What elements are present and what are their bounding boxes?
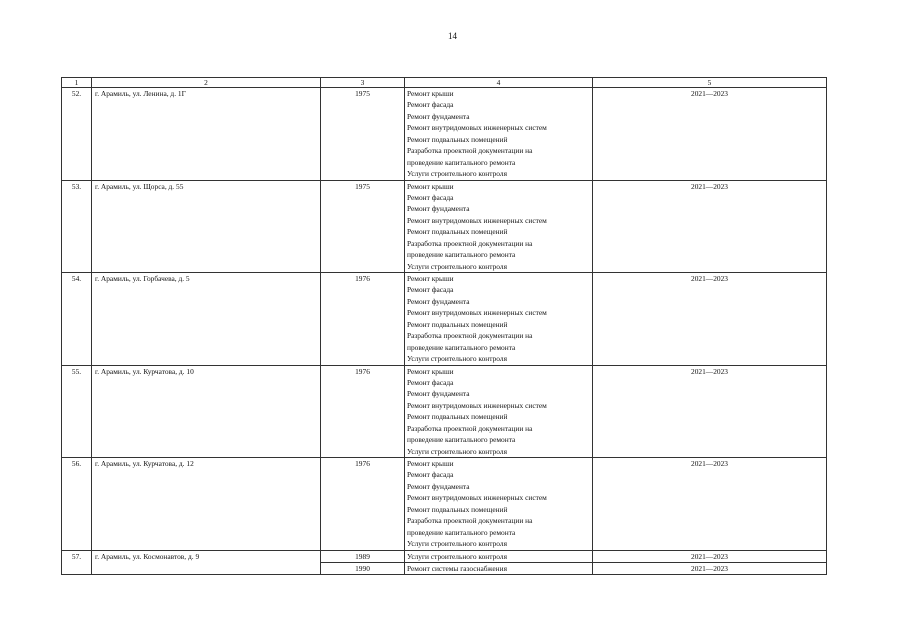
row-year: 1976 (321, 458, 405, 551)
row-address: г. Арамиль, ул. Курчатова, д. 12 (92, 458, 321, 551)
row-period: 2021—2023 (593, 458, 827, 551)
work-item: проведение капитального ремонта (407, 435, 516, 445)
work-item: Разработка проектной документации на (407, 423, 533, 433)
row-address: г. Арамиль, ул. Курчатова, д. 10 (92, 365, 321, 458)
row-works-list (405, 180, 593, 273)
work-item: Ремонт крыши (407, 89, 454, 98)
work-item: Ремонт крыши (407, 459, 454, 468)
work-item: Ремонт фундамента (407, 204, 470, 214)
row-number: 55. (62, 365, 92, 458)
work-item: Ремонт крыши (407, 366, 454, 376)
work-item: Услуги строительного контроля (407, 261, 507, 271)
table-row (62, 273, 827, 366)
row-year: 1976 (321, 365, 405, 458)
header-cell-1: 1 (62, 78, 92, 88)
row-period: 2021—2023 (593, 88, 827, 181)
row-number: 57. (62, 550, 92, 575)
work-item: Разработка проектной документации на (407, 331, 533, 341)
work-item: Ремонт фундамента (407, 481, 470, 491)
row-year: 1975 (321, 180, 405, 273)
capital-repair-table (61, 77, 827, 575)
row-period: 2021—2023 (593, 562, 827, 574)
work-item: Ремонт подвальных помещений (407, 504, 508, 514)
work-item: Ремонт фасада (407, 470, 454, 480)
row-address: г. Арамиль, ул. Щорса, д. 55 (92, 180, 321, 273)
work-item: Ремонт внутридомовых инженерных систем (407, 308, 547, 318)
work-item: Ремонт фундамента (407, 389, 470, 399)
work-item: Услуги строительного контроля (407, 446, 507, 456)
work-item: Услуги строительного контроля (407, 169, 507, 179)
work-item: Ремонт подвальных помещений (407, 134, 508, 144)
work-item: Ремонт крыши (407, 274, 454, 283)
header-cell-4: 4 (405, 78, 593, 88)
row-work: Услуги строительного контроля (405, 550, 593, 562)
work-item: проведение капитального ремонта (407, 157, 516, 167)
work-item: проведение капитального ремонта (407, 527, 516, 537)
row-year: 1975 (321, 88, 405, 181)
header-cell-5: 5 (593, 78, 827, 88)
work-item: Ремонт фасада (407, 100, 454, 110)
work-item: проведение капитального ремонта (407, 250, 516, 260)
row-year: 1989 (321, 550, 405, 562)
work-item: Разработка проектной документации на (407, 516, 533, 526)
row-works-list (405, 458, 593, 551)
work-item: Ремонт фундамента (407, 296, 470, 306)
row-period: 2021—2023 (593, 180, 827, 273)
work-item: Ремонт внутридомовых инженерных систем (407, 493, 547, 503)
row-year: 1976 (321, 273, 405, 366)
row-address: г. Арамиль, ул. Горбачева, д. 5 (92, 273, 321, 366)
table-row (62, 458, 827, 551)
table-row (62, 365, 827, 458)
header-cell-2: 2 (92, 78, 321, 88)
work-item: Ремонт внутридомовых инженерных систем (407, 400, 547, 410)
table-row (62, 180, 827, 273)
work-item: Ремонт подвальных помещений (407, 412, 508, 422)
row-works-list (405, 273, 593, 366)
row-period: 2021—2023 (593, 550, 827, 562)
row-year: 1990 (321, 562, 405, 574)
work-item: Разработка проектной документации на (407, 238, 533, 248)
row-address: г. Арамиль, ул. Ленина, д. 1Г (92, 88, 321, 181)
work-item: Ремонт фасада (407, 192, 454, 202)
row-work: Ремонт системы газоснабжения (405, 562, 593, 574)
row-works-list (405, 365, 593, 458)
work-item: Ремонт фасада (407, 377, 454, 387)
row-number: 52. (62, 88, 92, 181)
row-period: 2021—2023 (593, 365, 827, 458)
row-number: 56. (62, 458, 92, 551)
table-row (62, 88, 827, 181)
row-address: г. Арамиль, ул. Космонавтов, д. 9 (92, 550, 321, 575)
row-number: 54. (62, 273, 92, 366)
work-item: Ремонт фундамента (407, 111, 470, 121)
work-item: Ремонт внутридомовых инженерных систем (407, 215, 547, 225)
table-row (62, 550, 827, 562)
page-number: 14 (448, 31, 457, 41)
row-number: 53. (62, 180, 92, 273)
work-item: Ремонт подвальных помещений (407, 319, 508, 329)
work-item: Ремонт фасада (407, 285, 454, 295)
work-item: проведение капитального ремонта (407, 342, 516, 352)
work-item: Услуги строительного контроля (407, 539, 507, 549)
work-item: Ремонт подвальных помещений (407, 227, 508, 237)
work-item: Ремонт крыши (407, 181, 454, 191)
work-item: Ремонт внутридомовых инженерных систем (407, 123, 547, 133)
row-period: 2021—2023 (593, 273, 827, 366)
work-item: Разработка проектной документации на (407, 146, 533, 156)
row-works-list (405, 88, 593, 181)
work-item: Услуги строительного контроля (407, 354, 507, 364)
header-row (62, 78, 827, 88)
header-cell-3: 3 (321, 78, 405, 88)
